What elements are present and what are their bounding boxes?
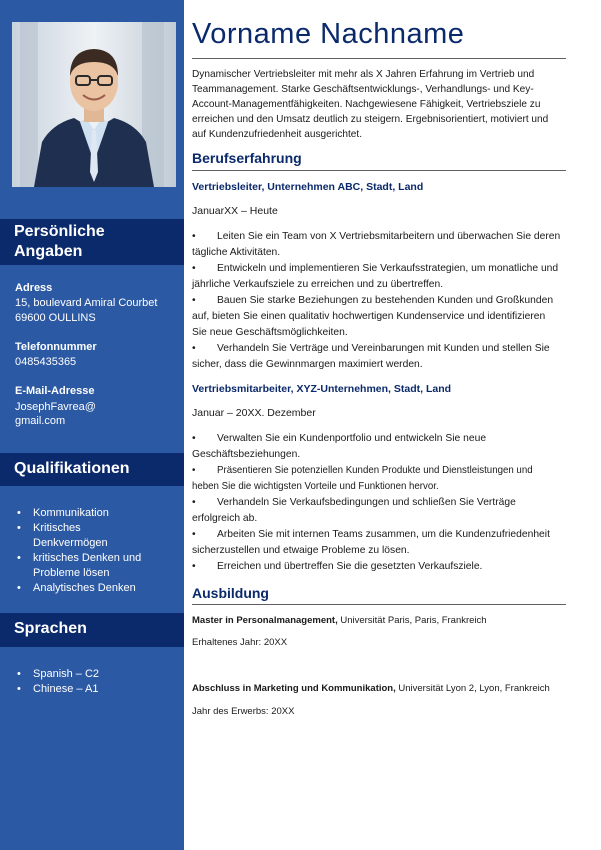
email-line1: JosephFavrea@: [15, 401, 96, 413]
job-duties: [192, 431, 562, 575]
address-label: Adress: [15, 282, 53, 294]
experience-heading: Berufserfahrung: [192, 150, 302, 166]
personal-heading: [0, 219, 184, 265]
skill-item: • kritisches Denken und Probleme lösen: [33, 551, 141, 581]
duty-item: • Entwickeln und implementieren Sie Verkaufsstrategien, um monatliche und jährliche Verkaufsziele zu erreichen und zu übertreffen.: [192, 261, 562, 293]
education-entry: [192, 615, 487, 626]
education-heading: Ausbildung: [192, 585, 269, 601]
languages-list: [33, 667, 99, 697]
language-item: • Spanish – C2: [33, 667, 99, 682]
profile-summary: Dynamischer Vertriebsleiter mit mehr als X Jahren Erfahrung im Vertrieb und Teammanagement. Starke Geschäftsentwicklungs-, Verhandlungs- und Key-Account-Managementfähigkeiten. Nachgewiesene Fähigkeit, Vertriebsziele zu erreichen und den Umsatz deutlich zu steigern. Ergebnisorientiert, motiviert und auf Kundenzufriedenheit ausgerichtet.: [192, 69, 549, 140]
job-title: Vertriebsmitarbeiter, XYZ-Unternehmen, Stadt, Land: [192, 383, 452, 395]
phone-value: 0485435365: [15, 356, 77, 368]
profile-photo-image: [12, 22, 176, 187]
duty-item: • Verhandeln Sie Verkaufsbedingungen und schließen Sie Verträge erfolgreich ab.: [192, 495, 562, 527]
address-line2: 69600 OULLINS: [15, 312, 96, 324]
duty-item: • Präsentieren Sie potenziellen Kunden Produkte und Dienstleistungen und heben Sie die wichtigsten Vorteile und Funktionen hervor.: [192, 463, 562, 495]
duty-item: • Leiten Sie ein Team von X Vertriebsmitarbeitern und überwachen Sie deren tägliche Aktivitäten.: [192, 229, 562, 261]
page-title: Vorname Nachname: [192, 18, 465, 50]
duty-item: • Arbeiten Sie mit internen Teams zusammen, um die Kundenzufriedenheit sicherzustellen und etwaige Probleme zu lösen.: [192, 527, 562, 559]
skills-list: [33, 506, 141, 596]
sidebar: [0, 0, 184, 850]
education-degree: Abschluss in Marketing und Kommunikation,: [192, 683, 396, 694]
job-duties: [192, 229, 562, 373]
education-degree: Master in Personalmanagement,: [192, 615, 338, 626]
skill-item: • Kritisches Denkvermögen: [33, 521, 141, 551]
education-year: Jahr des Erwerbs: 20XX: [192, 706, 295, 717]
duty-item: • Verhandeln Sie Verträge und Vereinbarungen mit Kunden und stellen Sie sicher, dass die Gewinnmargen maximiert werden.: [192, 341, 562, 373]
education-entry: [192, 683, 550, 694]
duty-item: • Bauen Sie starke Beziehungen zu bestehenden Kunden und Großkunden auf, bieten Sie einen qualitativ hochwertigen Kundenservice und identifizieren Sie neue Geschäftsmöglichkeiten.: [192, 293, 562, 341]
language-item: • Chinese – A1: [33, 682, 99, 697]
education-year: Erhaltenes Jahr: 20XX: [192, 637, 288, 648]
job-title: Vertriebsleiter, Unternehmen ABC, Stadt, Land: [192, 181, 424, 193]
experience-divider: [192, 170, 566, 171]
address-line1: 15, boulevard Amiral Courbet: [15, 297, 158, 309]
skills-heading: Qualifikationen: [0, 453, 184, 486]
title-divider: [192, 58, 566, 59]
languages-heading: Sprachen: [0, 613, 184, 647]
education-divider: [192, 604, 566, 605]
education-place: Universität Lyon 2, Lyon, Frankreich: [395, 683, 550, 694]
duty-item: • Erreichen und übertreffen Sie die gesetzten Verkaufsziele.: [192, 559, 562, 575]
email-line2: gmail.com: [15, 415, 66, 427]
education-place: Universität Paris, Paris, Frankreich: [337, 615, 487, 626]
phone-label: Telefonnummer: [15, 341, 97, 353]
personal-heading-line1: Persönliche: [14, 223, 105, 240]
skill-item: • Analytisches Denken: [33, 581, 141, 596]
profile-photo: [12, 22, 176, 187]
job-date: JanuarXX – Heute: [192, 205, 278, 217]
personal-heading-line2: Angaben: [14, 243, 83, 260]
duty-item: • Verwalten Sie ein Kundenportfolio und entwickeln Sie neue Geschäftsbeziehungen.: [192, 431, 562, 463]
email-label: E-Mail-Adresse: [15, 385, 95, 397]
skill-item: • Kommunikation: [33, 506, 141, 521]
job-date: Januar – 20XX. Dezember: [192, 407, 316, 419]
